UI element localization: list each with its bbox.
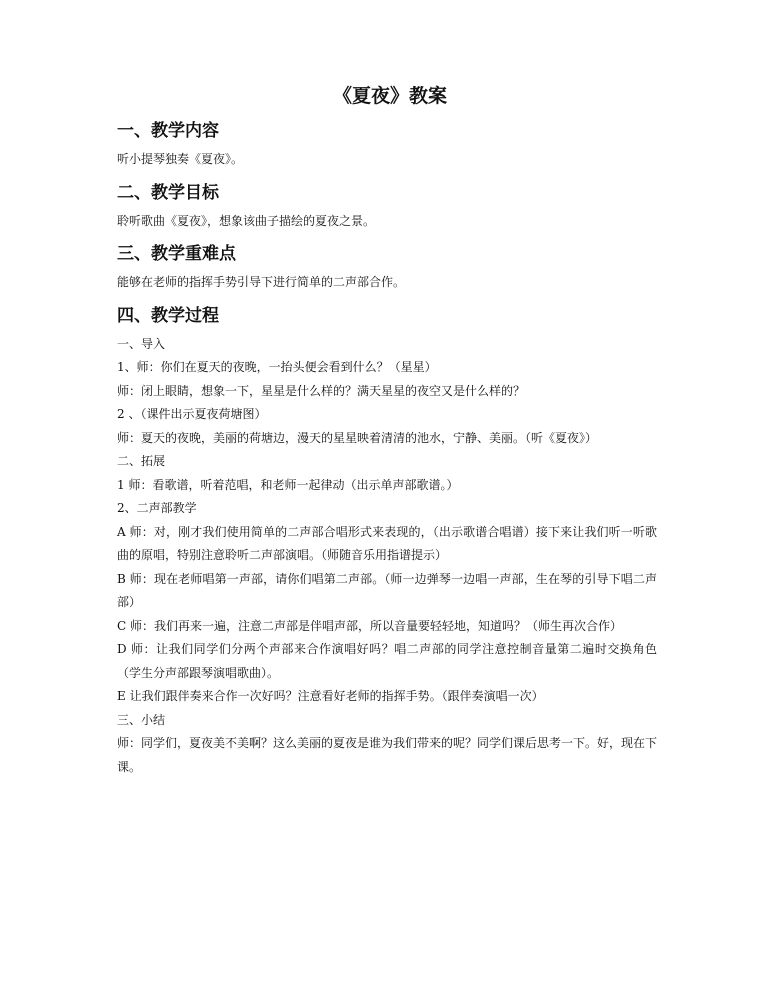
paragraph: C 师：我们再来一遍，注意二声部是伴唱声部，所以音量要轻轻地，知道吗？（师生再次合作）	[117, 618, 622, 633]
document-page	[117, 82, 657, 779]
paragraph: 1、师：你们在夏天的夜晚，一抬头便会看到什么？（星星）	[117, 360, 437, 374]
paragraph: 2 、（课件出示夏夜荷塘图）	[117, 407, 267, 421]
paragraph: 1 师：看歌谱，听着范唱，和老师一起律动（出示单声部歌谱。）	[117, 477, 459, 492]
paragraph: D 师：让我们同学们分两个声部来合作演唱好吗？唱二声部的同学注意控制音量第二遍时交换角色（学生分声部跟琴演唱歌曲）。	[117, 642, 657, 680]
paragraph: 听小提琴独奏《夏夜》。	[117, 152, 244, 166]
paragraph: B 师：现在老师唱第一声部，请你们唱第二声部。（师一边弹琴一边唱一声部，生在琴的引导下唱二声部）	[117, 571, 657, 609]
paragraph: A 师：对，刚才我们使用简单的二声部合唱形式来表现的，（出示歌谱合唱谱）接下来让我们听一听歌曲的原唱，特别注意聆听二声部演唱。（师随音乐用指谱提示）	[117, 524, 657, 562]
section-heading-key-points: 三、教学重难点	[117, 244, 236, 264]
subsection-title-extension: 二、拓展	[117, 454, 166, 468]
paragraph: E 让我们跟伴奏来合作一次好吗？注意看好老师的指挥手势。（跟伴奏演唱一次）	[117, 689, 544, 703]
subsection-title-summary: 三、小结	[117, 712, 166, 727]
section-heading-teaching-process: 四、教学过程	[117, 305, 219, 326]
paragraph: 2、二声部教学	[117, 501, 197, 515]
paragraph: 师：同学们，夏夜美不美啊？这么美丽的夏夜是谁为我们带来的呢？同学们课后思考一下。好，现在下课。	[117, 736, 658, 774]
section-heading-teaching-goals: 二、教学目标	[117, 182, 219, 203]
paragraph: 师：夏天的夜晚，美丽的荷塘边，漫天的星星映着清清的池水，宁静、美丽。（听《夏夜》）	[117, 430, 598, 445]
section-heading-teaching-content: 一、教学内容	[117, 121, 219, 141]
paragraph: 师：闭上眼睛，想象一下，星星是什么样的？满天星星的夜空又是什么样的？	[117, 383, 526, 398]
paragraph: 聆听歌曲《夏夜》，想象该曲子描绘的夏夜之景。	[117, 213, 376, 228]
document-title: 《夏夜》教案	[332, 85, 447, 107]
subsection-title-intro: 一、导入	[117, 336, 166, 351]
paragraph: 能够在老师的指挥手势引导下进行简单的二声部合作。	[117, 275, 406, 289]
